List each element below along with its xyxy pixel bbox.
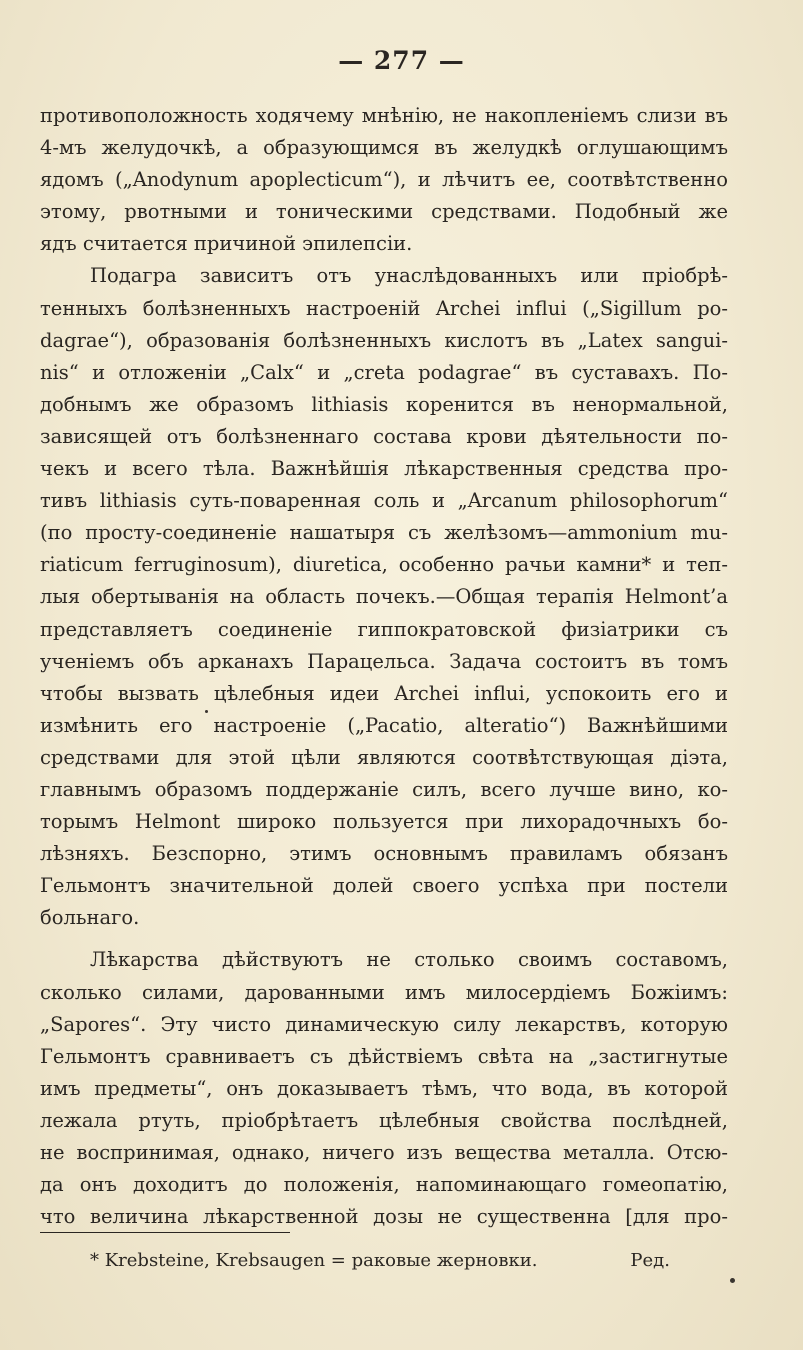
text-line: dagrae“), образованія болѣзненныхъ кислотъ въ „Latex sangui-: [40, 328, 728, 352]
print-speck: [205, 710, 208, 713]
footnote-divider: [40, 1232, 290, 1233]
text-line: противоположность ходячему мнѣнію, не накопленіемъ слизи въ: [40, 104, 728, 127]
text-line: да онъ доходитъ до положенія, напоминающаго гомеопатію,: [40, 1173, 728, 1197]
text-line: зависящей отъ болѣзненнаго состава крови дѣятельности по-: [40, 424, 728, 448]
text-line: ядомъ („Anodynum apoplecticum“), и лѣчитъ ее, соотвѣтственно: [40, 168, 728, 192]
text-line: что величина лѣкарственной дозы не существенна [для про-: [40, 1205, 728, 1229]
text-line: торымъ Helmont широко пользуется при лихорадочныхъ бо-: [40, 810, 728, 834]
page-number: — 277 —: [338, 46, 465, 75]
text-line: Гельмонтъ сравниваетъ съ дѣйствіемъ свѣта на „застигнутые: [40, 1044, 728, 1068]
body-text: [40, 100, 728, 1233]
text-line: больнаго.: [40, 906, 140, 930]
paragraph: [40, 260, 728, 934]
paragraph: [40, 944, 728, 1233]
text-line: riaticum ferruginosum), diuretica, особенно рачьи камни* и теп-: [40, 553, 728, 577]
text-line: тивъ lithiasis суть-поваренная соль и „Arcanum philosophorum“: [40, 489, 728, 513]
footnote-attribution: Ред.: [630, 1250, 670, 1271]
text-line: nis“ и отложеніи „Calx“ и „creta podagrae“ въ суставахъ. По-: [40, 360, 728, 384]
text-line: Подагра зависитъ отъ унаслѣдованныхъ или пріобрѣ-: [90, 264, 728, 288]
text-line: главнымъ образомъ поддержаніе силъ, всего лучше вино, ко-: [40, 777, 728, 801]
text-line: добнымъ же образомъ lithiasis коренится въ ненормальной,: [40, 392, 728, 416]
text-line: ядъ считается причиной эпилепсіи.: [40, 232, 413, 256]
text-line: лежала ртуть, пріобрѣтаетъ цѣлебныя свойства послѣдней,: [40, 1108, 728, 1132]
text-line: (по просту-соединеніе нашатыря съ желѣзомъ—ammonium mu-: [40, 521, 728, 545]
text-line: сколько силами, дарованными имъ милосердіемъ Божіимъ:: [40, 980, 728, 1004]
text-line: Гельмонтъ значительной долей своего успѣха при постели: [40, 874, 728, 898]
text-line: Лѣкарства дѣйствуютъ не столько своимъ составомъ,: [90, 948, 728, 972]
text-line: лыя обертыванія на область почекъ.—Общая терапія Helmont’а: [40, 585, 728, 609]
text-line: ученіемъ объ арканахъ Парацельса. Задача состоитъ въ томъ: [40, 649, 728, 673]
text-line: 4-мъ желудочкѣ, а образующимся въ желудкѣ оглушающимъ: [40, 136, 728, 160]
text-line: чтобы вызвать цѣлебныя идеи Archei influi, успокоить его и: [40, 681, 728, 705]
text-line: „Sapores“. Эту чисто динамическую силу лекарствъ, которую: [40, 1012, 728, 1036]
text-line: чекъ и всего тѣла. Важнѣйшія лѣкарственныя средства про-: [40, 457, 728, 481]
footnote-text: * Krebsteine, Krebsaugen = раковые жерновки.: [90, 1250, 538, 1271]
text-line: представляетъ соединеніе гиппократовской физіатрики съ: [40, 617, 728, 641]
text-line: средствами для этой цѣли являются соотвѣтствующая діэта,: [40, 745, 728, 769]
text-line: не воспринимая, однако, ничего изъ вещества металла. Отсю-: [40, 1141, 728, 1164]
print-speck: [730, 1278, 735, 1283]
text-line: лѣзняхъ. Безспорно, этимъ основнымъ правиламъ обязанъ: [40, 842, 728, 866]
paragraph: [40, 100, 728, 260]
text-line: имъ предметы“, онъ доказываетъ тѣмъ, что вода, въ которой: [40, 1076, 728, 1100]
text-line: тенныхъ болѣзненныхъ настроеній Archei influi („Sigillum po-: [40, 296, 728, 320]
text-line: измѣнить его настроеніе („Pacatio, alteratio“) Важнѣйшими: [40, 713, 728, 737]
footnote: [90, 1250, 670, 1271]
text-line: этому, рвотными и тоническими средствами. Подобный же: [40, 200, 728, 224]
